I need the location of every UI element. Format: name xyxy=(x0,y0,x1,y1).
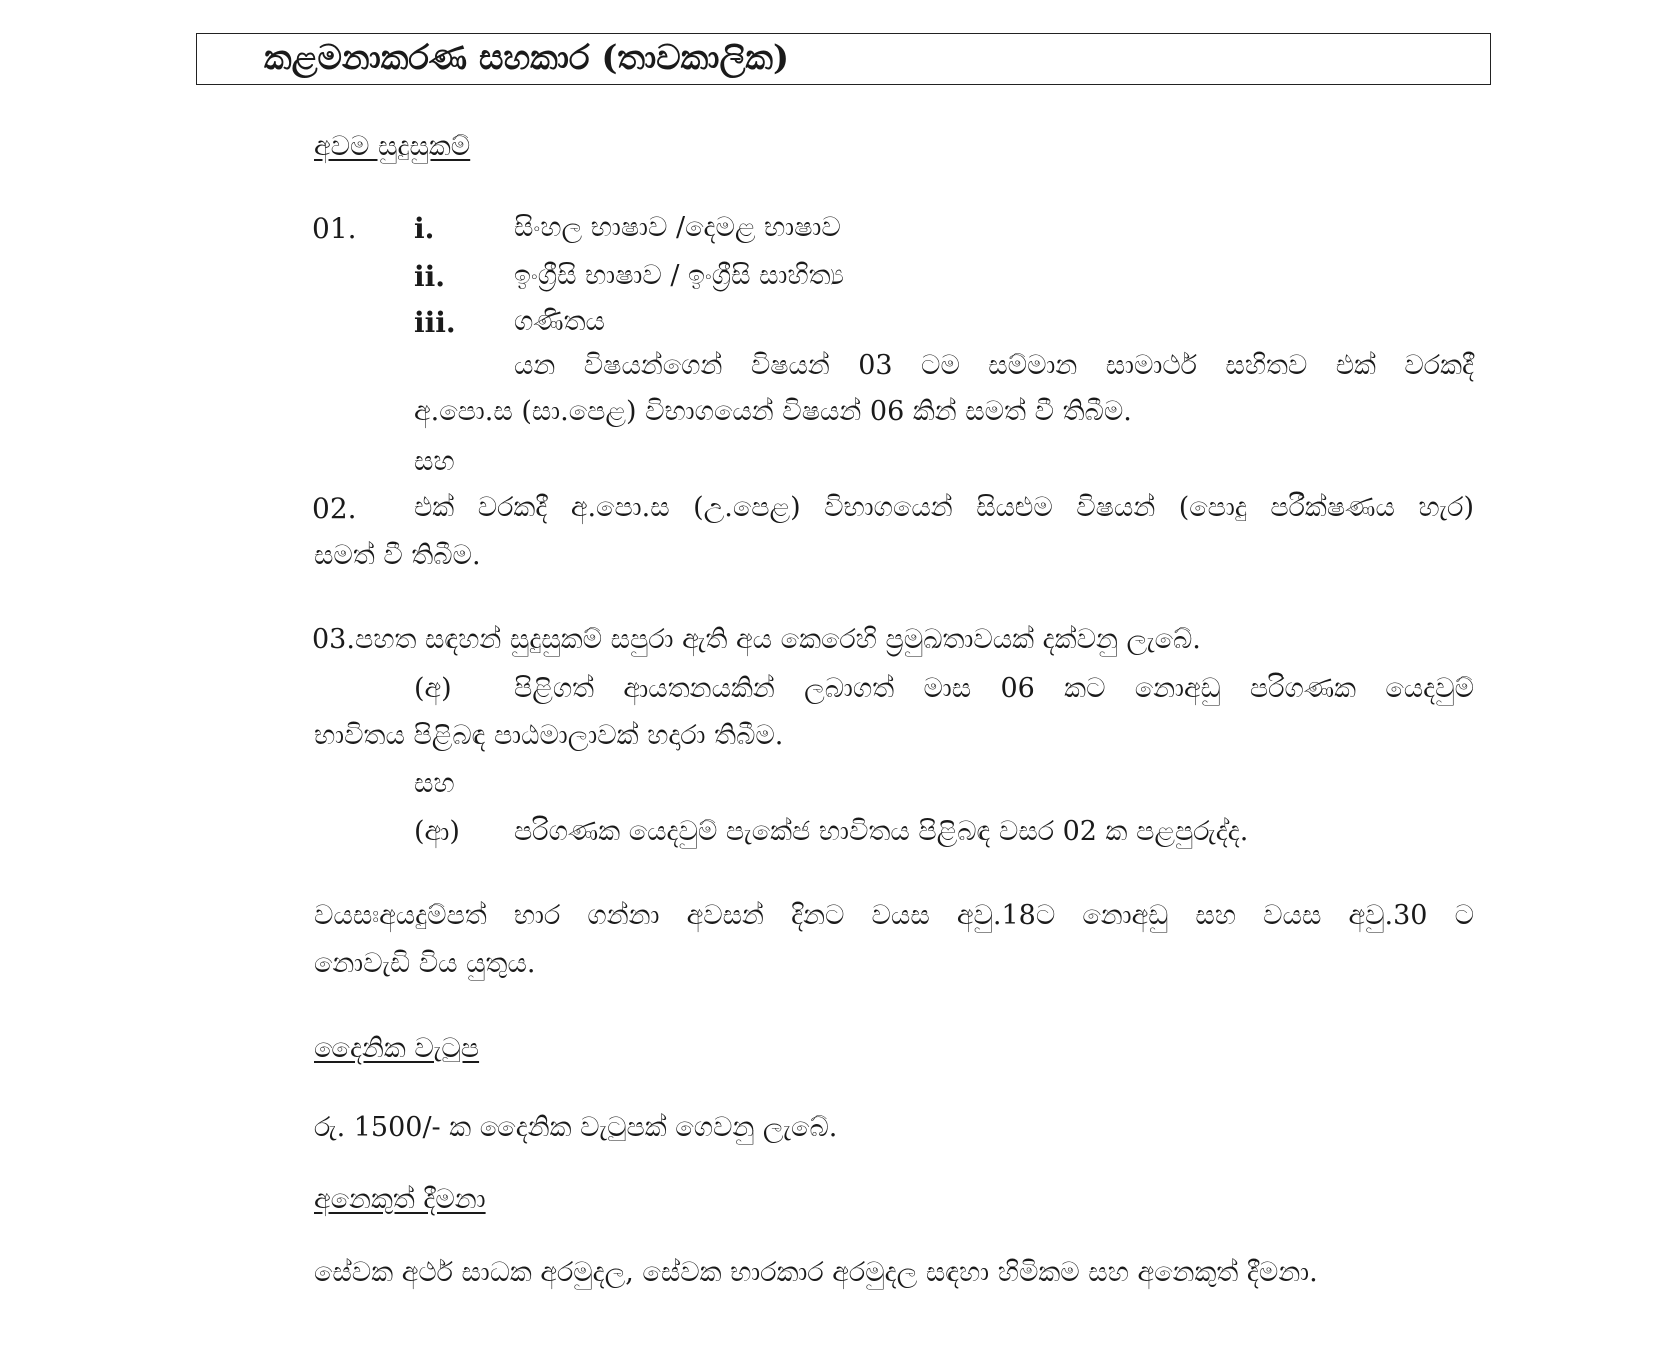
daily-wage-heading: දෛනික වැටුප xyxy=(314,1033,480,1064)
min-qualifications-heading: අවම සුදුසුකම් xyxy=(314,131,471,162)
page-title: කළමනාකරණ සහකාර (තාවකාලික) xyxy=(264,38,790,78)
daily-wage-text: රු. 1500/- ක දෛනික වැටුපක් ගෙවනු ලැබේ. xyxy=(314,1112,838,1143)
subject-2-text: ඉංග්‍රීසි භාෂාව / ඉංග්‍රීසි සාහිත්‍ය xyxy=(514,260,844,291)
age-line-2: නොවැඩි විය යුතුය. xyxy=(314,948,536,979)
item-1-line-1: යන විෂයන්ගෙන් විෂයන් 03 ටම සම්මාන සාමාර්ථ සහිතව එක් වරකදී xyxy=(514,350,1474,381)
item-3-and: සහ xyxy=(414,768,455,799)
item-3-a-label: (අ) xyxy=(414,673,452,704)
other-benefits-heading: අනෙකුත් දීමනා xyxy=(314,1184,486,1215)
subject-1-roman: i. xyxy=(414,212,435,245)
item-3-b-label: (ආ) xyxy=(414,816,460,847)
item-3-a-line-1: පිළිගත් ආයතනයකින් ලබාගත් මාස 06 කට නොඅඩු පරිගණක යෙදවුම් xyxy=(514,673,1474,704)
item-1-line-2: අ.පො.ස (සා.පෙළ) විභාගයෙන් විෂයන් 06 කින් සමත් වී තිබීම. xyxy=(414,396,1132,427)
item-2-line-1: එක් වරකදී අ.පො.ස (උ.පෙළ) විභාගයෙන් සියළුම විෂයන් (පොදු පරීක්ෂණය හැර) xyxy=(414,492,1474,523)
item-3-b-text: පරිගණක යෙදවුම් පැකේජ භාවිතය පිළිබඳ වසර 02 ක පළපුරුද්ද. xyxy=(514,816,1249,847)
item-1-number: 01. xyxy=(312,212,357,245)
age-line-1: වයසඃඅයදුම්පත් භාර ගන්නා අවසන් දිනට වයස අවු.18ට නොඅඩු සහ වයස අවු.30 ට xyxy=(314,900,1474,931)
other-benefits-text: සේවක අර්ථ සාධක අරමුදල, සේවක භාරකාර අරමුදල සඳහා හිමිකම සහ අනෙකුත් දීමනා. xyxy=(314,1257,1318,1288)
item-3-intro: 03.පහත සඳහන් සුදුසුකම් සපුරා ඇති අය කෙරෙහි ප්‍රමුඛතාවයක් දක්වනු ලැබේ. xyxy=(312,624,1201,655)
subject-3-text: ගණිතය xyxy=(514,306,605,337)
subject-2-roman: ii. xyxy=(414,260,446,293)
item-3-a-line-2: භාවිතය පිළිබඳ පාඨමාලාවක් හදාරා තිබීම. xyxy=(314,720,784,751)
item-2-number: 02. xyxy=(312,492,357,525)
item-2-line-2: සමත් වී තිබීම. xyxy=(314,540,481,571)
subject-3-roman: iii. xyxy=(414,306,456,339)
subject-1-text: සිංහල භාෂාව /දෙමළ භාෂාව xyxy=(514,212,841,243)
item-1-and: සහ xyxy=(414,446,455,477)
